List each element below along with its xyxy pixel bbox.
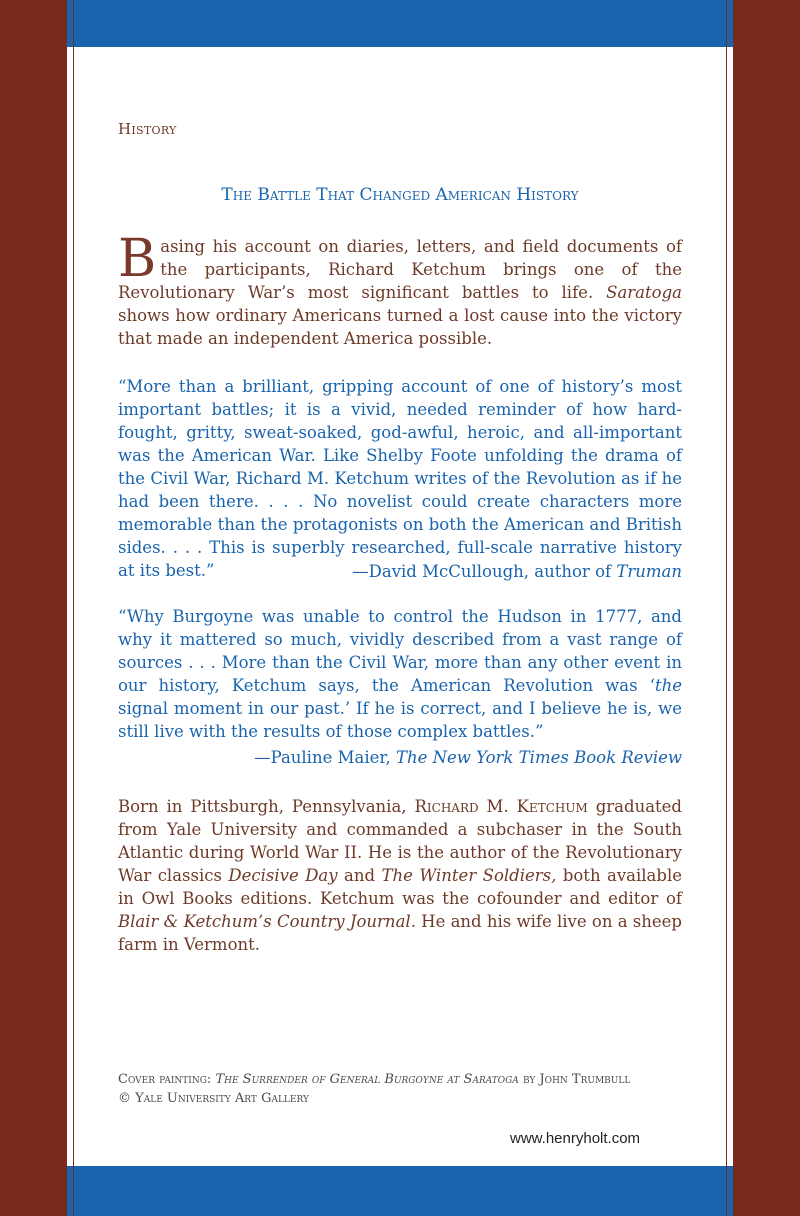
right-border: [733, 0, 800, 1216]
bottom-blue-band: [67, 1166, 733, 1216]
left-rule: [73, 0, 74, 1216]
publisher-website[interactable]: www.henryholt.com: [510, 1130, 641, 1147]
quote-mccullough: “More than a brilliant, gripping account of one of history’s most important battles; it is a vivid, needed reminder of how hard-fought, gritty, sweat-soaked, god-awful, heroic, and all-important was the American War. Like Shelby Foote unfolding the drama of the Civil War, Richard M. Ketchum writes of the Revolution as if he had been there. . . . No novelist could create characters more memorable than the protagonists on both the American and British sides. . . . This is superbly researched, full-scale narrative history at its best.”: [118, 377, 682, 580]
left-border: [0, 0, 67, 1216]
quote-maier: “Why Burgoyne was unable to control the Hudson in 1777, and why it mattered so much, vividly described from a vast range of sources . . . More than the Civil War, more than any other event in our history, Ketchum says, the American Revolution was ‘the signal moment in our past.’ If he is correct, and I believe he is, we still live with the results of those complex battles.”: [118, 607, 682, 741]
author-bio: Born in Pittsburgh, Pennsylvania, Richard M. Ketchum graduated from Yale University and commanded a subchaser in the South Atlantic during World War II. He is the author of the Revolutionary War classics Decisive Day and The Winter Soldiers, both available in Owl Books editions. Ketchum was the cofounder and editor of Blair & Ketchum’s Country Journal. He and his wife live on a sheep farm in Vermont.: [118, 797, 683, 954]
attribution-mccullough: —David McCullough, author of Truman: [352, 562, 682, 581]
attribution-maier: —Pauline Maier, The New York Times Book Review: [254, 748, 682, 767]
cover-credit: Cover painting: The Surrender of General Burgoyne at Saratoga by John Trumbull © Yale University Art Gallery: [118, 1072, 631, 1106]
category-label: History: [118, 120, 177, 138]
top-blue-band: [67, 0, 733, 47]
intro-paragraph: Basing his account on diaries, letters, and field documents of the participants, Richard Ketchum brings one of the Revolutionary War’s most significant battles to life. Saratoga shows how ordinary Americans turned a lost cause into the victory that made an independent America possible.: [118, 229, 682, 348]
drop-cap: B: [118, 229, 157, 289]
tagline: The Battle That Changed American History: [221, 185, 579, 205]
right-rule: [726, 0, 727, 1216]
